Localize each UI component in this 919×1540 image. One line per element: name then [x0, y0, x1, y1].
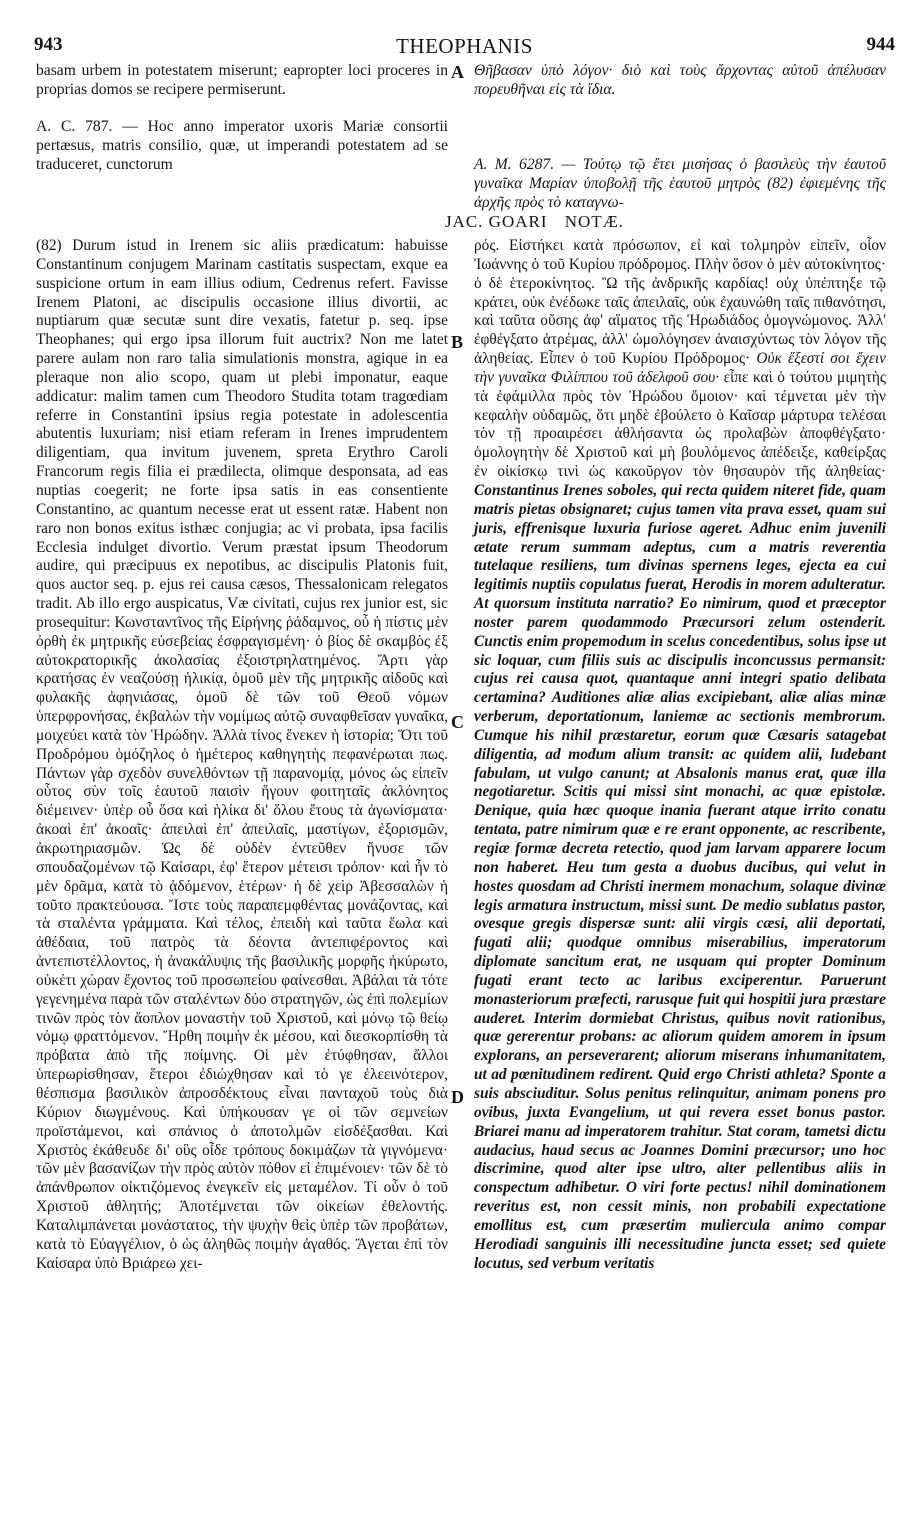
greek-year-entry: A. M. 6287. — Τούτῳ τῷ ἔτει μισήσας ὁ βασιλεὺς τὴν ἑαυτοῦ γυναῖκα Μαρίαν ὑποβολῇ τῆς ἑαυτοῦ μητρὸς (82) ἐφιεμένης τῆς ἀρχῆς πρὸς τὸ καταγνω- — [474, 155, 886, 211]
notes-right-column — [474, 237, 886, 1273]
notes-heading-author: JAC. GOARI — [444, 212, 548, 231]
running-title: THEOPHANIS — [396, 34, 533, 58]
section-marker-a: A — [451, 62, 464, 82]
section-marker-d: D — [451, 1087, 464, 1107]
notes-right-greek-text: ρός. Εἱστήκει κατὰ πρόσωπον, εἰ καὶ τολμηρὸν εἰπεῖν, οἷον Ἰωάννης ὁ τοῦ Κυρίου πρόδρομος. Πλὴν ὅσον ὁ μὲν αὐτοκίνητος· ὁ δὲ ἑτεροκίνητος. Ὢ τῆς ἀνδρικῆς καρδίας! οὐχ ὑπέπτηξε τῷ κράτει, οὐκ ἐνέδωκε ταῖς ἀπειλαῖς, οὐκ ἐχαυνώθη ταῖς πιθανότησι, καὶ ταῦτα οὔσης ἀφ' αἵματος τῆς Ἡρωδιάδος ὁμογνώμονος. Ἀλλ' ἐφθέγξατο ἀτρέμας, ἀλλ' ὡμολόγησεν ἀναισχύντως τὸν λόγον τῆς ἀληθείας. Εἶπεν ὁ τοῦ Κυρίου Πρόδρομος· — [474, 237, 886, 368]
page-header — [30, 12, 899, 58]
section-marker-c: C — [451, 712, 464, 732]
latin-year-entry: A. C. 787. — Hoc anno imperator uxoris Mariæ consortii pertæsus, matris consilio, quæ, ut imperandi potestatem ad se traduceret, cunctorum — [36, 117, 448, 173]
notes-right-paragraph — [474, 237, 886, 1273]
spacer — [474, 100, 886, 156]
notes-right-greek-text-2: εἶπε καὶ ὁ τούτου μιμητὴς τὰ ἐφάμιλλα πρὸς τὸν Ἡρώδου ὅμοιον· καὶ τέμνεται μὲν τὴν κεφαλὴν οὐδαμῶς, ὅτι μηδὲ ἐβούλετο ὁ Καῖσαρ μάρτυρα τελέσαι τὸν τῇ προαιρέσει ἀθλήσαντα ὡς προλαβὼν ἀποφθέγξατο· ὁμολογητὴν δὲ Χριστοῦ καὶ μὴ βουλόμενος ἀπέδειξε, καθείρξας ἐν οἰκίσκῳ τινὶ ὡς κακοῦργον τὸν θησαυρὸν τῆς ἀληθείας· — [474, 368, 886, 481]
notes-heading — [0, 212, 919, 232]
spacer — [36, 100, 448, 118]
latin-intro-text: basam urbem in potestatem miserunt; eapropter loci proceres in proprias domos se recipere permiserunt. — [36, 62, 448, 98]
greek-intro-text: Θῆβασαν ὑπὸ λόγον· διὸ καὶ τοὺς ἄρχοντας αὐτοῦ ἀπέλυσαν πορευθῆναι εἰς τὰ ἴδια. — [474, 62, 886, 98]
latin-text-column — [36, 62, 448, 175]
notes-left-column — [36, 237, 448, 1273]
gospel-quote: Οὐκ ἔξεστί σοι ἔχειν τὴν γυναῖκα Φιλίππου τοῦ ἀδελφοῦ σου· — [474, 350, 886, 386]
notes-right-latin-translation: Constantinus Irenes soboles, qui recta quidem niteret fide, quam matris pietas obsignaret; cujus tamen vita prava esset, quam sui juris, effrenisque luxuria furiose ageret. Adhuc enim juvenili ætate rerum summam adeptus, cum a matris reverentia tutelaque resiliens, tum divinas spernens leges, ejecta ea cui legitimis nuptiis copulatus fuerat, Herodis in morem adulteratur. At quorsum instituta narratio? Eo nimirum, quod et præceptor noster parem quodammodo Præcursori zelum ostenderit. Cunctis enim propemodum in scelus concedentibus, solus ipse ut sic loquar, cum filiis suis ac discipulis inconcussus permansit: cujus rei causa quot, quantaque anni integri spatio delibata certamina? Auditiones aliæ alias excipiebant, aliæ alias minæ verberum, deportationum, laniemæ ac sectionis membrorum. Cumque his nihil præstaretur, eorum quæ Cæsaris satagebat diligentia, ad modum alium transit: ac quidem alii, ludebant fabulam, ut vulgo canunt; at Absalonis manus erat, quæ illa negotiaretur. Scitis qui missi sint monachi, ac quæ epistolæ. Denique, quia hæc quoque inania fuerant atque irrito conatu tentata, patre nimirum quæ e re erant opponente, ac rescribente, regiæ formæ decreta retectio, quod jam larvam apparere locum non haberet. Heu tum gesta a duobus ducibus, qui velut in hostes quosdam ad Christi inermem monachum, solaque divinæ legis armatura instructum, missi sunt. De medio sublatus pastor, ovesque gregis dispersæ sunt: alii virgis cæsi, alii deportati, fugati alii; quodque omnibus miserabilius, imperatorum diplomate sancitum erat, ne usquam qui propter Dominum fugati erant tecto ac laribus exciperentur. Paruerunt monasteriorum præfecti, rarusque fuit qui hospitii jura præstare auderet. Interim dormiebat Christus, quibus novit rationibus, quæ gererentur probans: ac aliorum quidem amorem in ipsum explorans, an perseverarent; aliorum miserans inhumanitatem, ut ad pœnitudinem redirent. Quid ergo Christi athleta? Sponte a suis absciuditur. Solus penitus relinquitur, animam ponens pro ovibus, juxta Evangelium, ut qui revera esset bonus pastor. Briarei manu ad imperatorem trahitur. Stat coram, tametsi dictu audacius, haud secus ac Joannes Domini præcursor; uno hoc discrimine, quod alter ipse ultro, alter pellentibus aliis in conspectum adhibetur. O viri forte pectus! nihil dominationem reveritus est, non cessit minis, non probabili expectatione emollitus est, cum præsertim muliercula animo compar Herodiadi sanguinis illi necessitudine juncta esset; sed quiete locutus, sed verbum veritatis — [474, 481, 886, 1272]
page-number-right: 944 — [866, 34, 895, 55]
greek-text-column — [474, 62, 886, 213]
notes-heading-label: NOTÆ. — [564, 212, 625, 231]
page-number-left: 943 — [34, 34, 63, 55]
note-82-text: (82) Durum istud in Irenem sic aliis prædicatum: habuisse Constantinum conjugem Marinam castitatis suspectam, exque ea suspicione ortum in eam illius odium, Cedrenus refert. Favisse Irenem Platoni, ac discipulis occasione illius divortii, ac nuptiarum quæ secutæ sunt dire vexatis, fatetur p. seq. ipse Theophanes; qui ergo ipsa illorum fuit auctrix? Non me latet parere aulam non raro talia simulationis monstra, agique in ea pleraque non alio scopo, quam ut plebi imponatur, eaque addicatur: malim tamen cum Theodoro Studita totam tragœdiam referre in Constantini ipsius regia potestate in adolescentia abutentis luxuriam; nisi etiam referam in Irenes imprudentem diligentiam, qua invitum juvenem, spreta Erythro Caroli Francorum regis filia ei prædilecta, olimque desponsata, ad eas nuptias coegerit; ne forte ipsa satis in eas consentiente Constantino, ac quantum necesse erat ut essent ratæ. Habent non raro non bonos exitus isthæc conjugia; ac vi probata, ipsa facilis Ecclesia indulget divortio. Verum præstat ipsum Theodorum audire, qui præcipuus ex nepotibus, ac discipulis Platonis fuit, quos auctor seq. p. ejus rei causa cæsos, Thessalonicam relegatos tradit. Ab illo ergo auspicatus, Væ civitati, cujus rex junior est, sic prosequitur: Κωνσταντῖνος τῆς Εἰρήνης ῥάδαμνος, οὗ ἡ πίστις μὲν ὀρθὴ ἐκ μητρικῆς εὐσεβείας ἐσφραγισμένη· ὁ βίος δὲ σκαμβὸς ἐξ αὐτοκρατορικῆς ἀκολασίας ἐξοιστρηλατημένος. Ἄρτι γὰρ κρατήσας ἐν νεαζούσῃ ἡλικίᾳ, ὁμοῦ μὲν τῆς μητρικῆς αἰδοῦς καὶ φυλακῆς ἀφηνιάσας, ὁμοῦ δὲ τῶν τοῦ Θεοῦ νόμων ὑπερφρονήσας, ἐκβαλὼν τὴν νομίμως αὐτῷ συναφθεῖσαν γυναῖκα, μοιχεύει κατὰ τὸν Ἡρώδην. Ἀλλὰ τίνος ἕνεκεν ἡ ἱστορία; Ὅτι τοῦ Προδρόμου ὁμόζηλος ὁ ἡμέτερος καθηγητὴς πεφανέρωται πως. Πάντων γὰρ σχεδὸν συνελθόντων τῇ παρανομίᾳ, μόνος ὡς εἰπεῖν οὗτος σὺν τοῖς ἑαυτοῦ παισὶν ἥγουν φοιτηταῖς ἀκλόνητος διέμεινεν· ὑπὲρ οὗ ὅσα καὶ ἡλίκα δι' ὅλου ἔτους τὰ ἀγωνίσματα· ἀκοαὶ ἐπ' ἀκοαῖς· ἀπειλαὶ ἐπ' ἀπειλαῖς, μαστίγων, ἐξορισμῶν, ἀκρωτηριασμῶν. Ὡς δὲ οὐδὲν ἐντεῦθεν ἤνυσε τῶν σπουδαζομένων τῷ Καίσαρι, ἐφ' ἕτερον μέτεισι τρόπον· καὶ ἦν τὸ μὲν δρᾶμα, κατὰ τὸ ᾀδόμενον, ἑτέρων· ἡ δὲ χεὶρ Ἀβεσσαλὼν ἡ τοῦτο πρακτεύουσα. Ἴστε τοὺς παραπεμφθέντας μονάζοντας, καὶ τὰ σταλέντα γράμματα. Καὶ τέλος, ἐπειδὴ καὶ ταῦτα ἕωλα καὶ ἀθέδαια, τοῦ πατρὸς τὰ δέοντα ἀντεπιφέροντος καὶ ἀντεπιστέλλοντος, ἡ ἀνακάλυψις τῆς βασιλικῆς μορφῆς ἠκύρωτο, οὐκέτι χώραν ἔχοντος τοῦ προσωπείου φαίνεσθαι. Ἀβάλαι τὰ τότε γεγενημένα παρὰ τῶν σταλέντων δύο στρατηγῶν, ὡς ἐπὶ πολεμίων τινῶν πρὸς τὸν ἄοπλον μοναστὴν τοῦ Χριστοῦ, καὶ μόνῳ τῷ θείῳ νόμῳ φραττόμενον. Ἤρθη ποιμὴν ἐκ μέσου, καὶ διεσκορπίσθη τὰ πρόβατα ἀπὸ τῆς ποίμνης. Οἱ μὲν ἐτύφθησαν, ἄλλοι ὑπερωρίσθησαν, ἕτεροι ἐδιώχθησαν καὶ τὸ γε ἐλεεινότερον, θέσπισμα βασιλικὸν ἀπροσδέκτους εἶναι πανταχοῦ τοὺς διὰ Κύριον διωγμένους. Καὶ ὑπήκουσαν γε οἱ τῶν σεμνείων προϊστάμενοι, καὶ σπάνιος ὁ ἀποτολμῶν εἰσδέξασθαι. Καὶ Χριστὸς ἐκάθευδε δι' οὓς οἶδε τρόπους δοκιμάζων τὰ γιγνόμενα· τῶν μὲν βασανίζων τὴν πρὸς αὐτὸν πόθον εἰ ἐπιμένοιεν· τῶν δὲ τὸ ἀπάνθρωπον οἰκτιζόμενος ἐνεγκεῖν εἰς μεταμέλον. Τί οὖν ὁ τοῦ Χριστοῦ ἀθλητής; Ἀποτέμνεται τῶν οἰκείων ἐθελοντής. Καταλιμπάνεται μονάστατος, τὴν ψυχὴν θεὶς ὑπὲρ τῶν προβάτων, κατὰ τὸ Εὐαγγέλιον, ὁ ὡς ἀληθῶς ποιμὴν ἀγαθός. Ἄγεται ἐπὶ τὸν Καίσαρα ὑπὸ Βριάρεω χει- — [36, 237, 448, 1272]
section-marker-b: B — [451, 332, 464, 352]
